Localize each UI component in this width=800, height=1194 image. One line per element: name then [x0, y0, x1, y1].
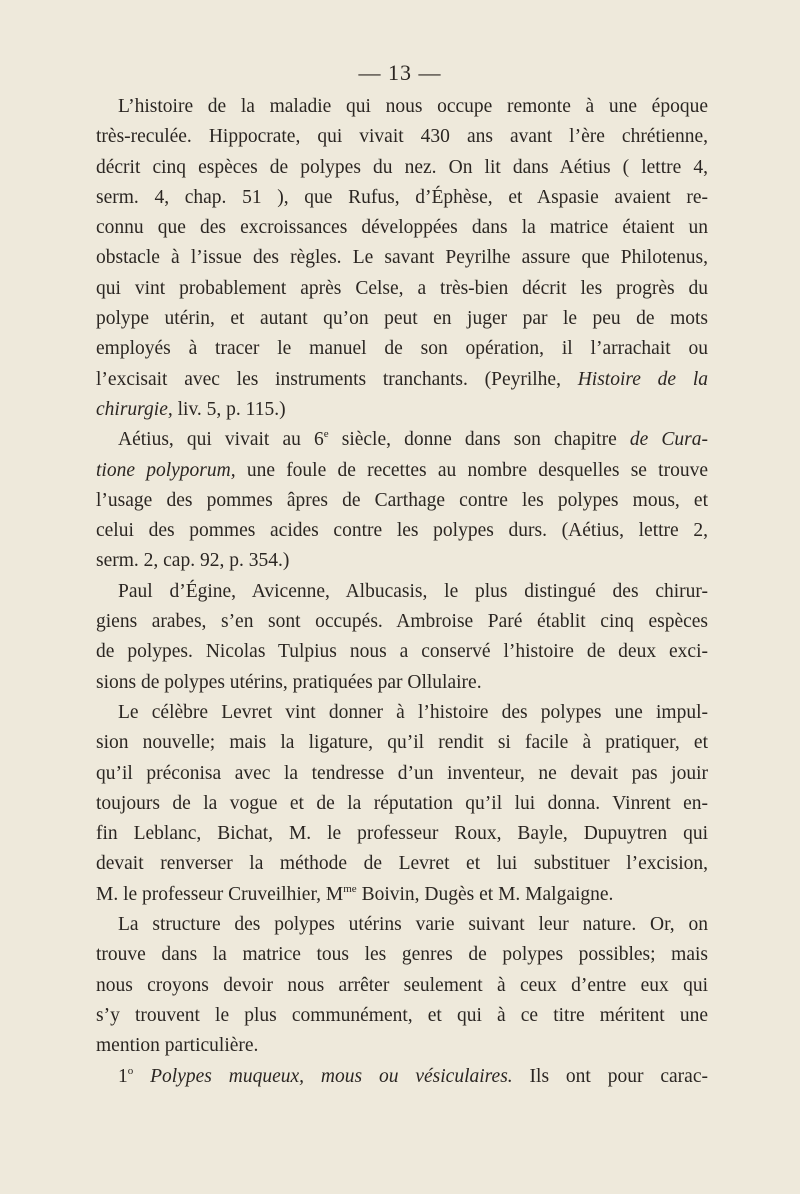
superscript: e — [323, 428, 329, 441]
text-line — [96, 759, 708, 789]
text-line — [96, 880, 708, 910]
text-segment: connu que des excroissances développées dans la matrice étaient un — [96, 217, 708, 239]
text-line — [96, 728, 708, 758]
text-segment: serm. 2, cap. 92, p. 354.) — [96, 550, 290, 572]
text-line — [96, 213, 708, 243]
text-segment: décrit cinq espèces de polypes du nez. On lit dans Aétius ( lettre 4, — [96, 156, 708, 178]
text-segment: Aétius, qui vivait au 6 — [118, 429, 324, 451]
text-segment: toujours de la vogue et de la réputation qu’il lui donna. Vinrent en- — [96, 792, 708, 814]
text-segment: obstacle à l’issue des règles. Le savant Peyrilhe assure que Philotenus, — [96, 247, 708, 269]
text-line — [96, 365, 708, 395]
italic-text: Polypes muqueux, mous ou vésiculaires. — [150, 1065, 513, 1087]
text-segment: serm. 4, chap. 51 ), que Rufus, d’Éphèse, et Aspasie avaient re- — [96, 186, 708, 208]
text-line — [96, 789, 708, 819]
text-segment: l’excisait avec les instruments tranchants. (Peyrilhe, — [96, 368, 578, 390]
text-line — [96, 910, 708, 940]
text-line — [96, 819, 708, 849]
italic-text: chirurgie, — [96, 398, 173, 420]
text-line — [96, 607, 708, 637]
text-line — [96, 425, 708, 455]
text-segment: polype utérin, et autant qu’on peut en juger par le peu de mots — [96, 308, 708, 330]
text-line — [96, 122, 708, 152]
text-line — [96, 243, 708, 273]
text-segment: 1 — [118, 1065, 128, 1087]
text-segment: Boivin, Dugès et M. Malgaigne. — [356, 883, 614, 905]
text-line — [96, 183, 708, 213]
text-segment: une foule de recettes au nombre desquelles se trouve — [235, 459, 709, 481]
text-line — [96, 698, 708, 728]
text-segment: s’y trouvent le plus communément, et qui à ce titre méritent une — [96, 1004, 708, 1026]
text-segment: M. le professeur Cruveilhier, M — [96, 883, 344, 905]
text-segment: Le célèbre Levret vint donner à l’histoire des polypes une impul- — [118, 701, 708, 723]
text-line — [96, 516, 708, 546]
text-segment: employés à tracer le manuel de son opération, il l’arrachait ou — [96, 338, 708, 360]
page-number: — 13 — — [358, 60, 442, 85]
text-segment: siècle, donne dans son chapitre — [328, 429, 630, 451]
body-text — [96, 92, 708, 1092]
text-segment: Ils ont pour carac- — [512, 1065, 708, 1087]
text-segment: sion nouvelle; mais la ligature, qu’il rendit si facile à pratiquer, et — [96, 732, 708, 754]
text-segment — [133, 1066, 150, 1087]
text-segment: mention particulière. — [96, 1035, 259, 1057]
text-line — [96, 395, 708, 425]
text-line — [96, 849, 708, 879]
text-line — [96, 1031, 708, 1061]
text-line — [96, 92, 708, 122]
text-segment: qui vint probablement après Celse, a très-bien décrit les progrès du — [96, 277, 708, 299]
text-line — [96, 1062, 708, 1092]
text-line — [96, 334, 708, 364]
text-segment: très-reculée. Hippocrate, qui vivait 430 ans avant l’ère chrétienne, — [96, 126, 708, 148]
text-segment: La structure des polypes utérins varie suivant leur nature. Or, on — [118, 914, 708, 936]
text-line — [96, 456, 708, 486]
italic-text: de Cura- — [629, 429, 708, 451]
text-line — [96, 274, 708, 304]
text-segment: de polypes. Nicolas Tulpius nous a conservé l’histoire de deux exci- — [96, 641, 708, 663]
superscript: o — [127, 1064, 134, 1077]
text-line — [96, 940, 708, 970]
text-segment: liv. 5, p. 115.) — [172, 398, 286, 420]
text-segment: qu’il préconisa avec la tendresse d’un inventeur, ne devait pas jouir — [96, 762, 708, 784]
text-line — [96, 304, 708, 334]
text-segment: celui des pommes acides contre les polypes durs. (Aétius, lettre 2, — [96, 520, 708, 542]
text-segment: trouve dans la matrice tous les genres de polypes possibles; mais — [96, 944, 708, 966]
text-segment: Paul d’Égine, Avicenne, Albucasis, le plus distingué des chirur- — [118, 580, 708, 602]
superscript: me — [343, 882, 357, 895]
italic-text: Histoire de la — [577, 368, 708, 390]
italic-text: tione polyporum, — [96, 459, 236, 481]
text-segment: sions de polypes utérins, pratiquées par Ollulaire. — [96, 671, 482, 693]
text-segment: fin Leblanc, Bichat, M. le professeur Roux, Bayle, Dupuytren qui — [96, 823, 708, 845]
text-segment: L’histoire de la maladie qui nous occupe remonte à une époque — [118, 96, 708, 117]
text-line — [96, 546, 708, 576]
text-segment: devait renverser la méthode de Levret et lui substituer l’excision, — [96, 853, 708, 875]
text-line — [96, 637, 708, 667]
text-line — [96, 1001, 708, 1031]
text-segment: giens arabes, s’en sont occupés. Ambroise Paré établit cinq espèces — [96, 611, 708, 633]
text-segment: nous croyons devoir nous arrêter seulement à ceux d’entre eux qui — [96, 974, 708, 996]
text-line — [96, 971, 708, 1001]
text-segment: l’usage des pommes âpres de Carthage contre les polypes mous, et — [96, 489, 708, 511]
text-line — [96, 486, 708, 516]
text-line — [96, 668, 708, 698]
text-line — [96, 153, 708, 183]
text-line — [96, 577, 708, 607]
